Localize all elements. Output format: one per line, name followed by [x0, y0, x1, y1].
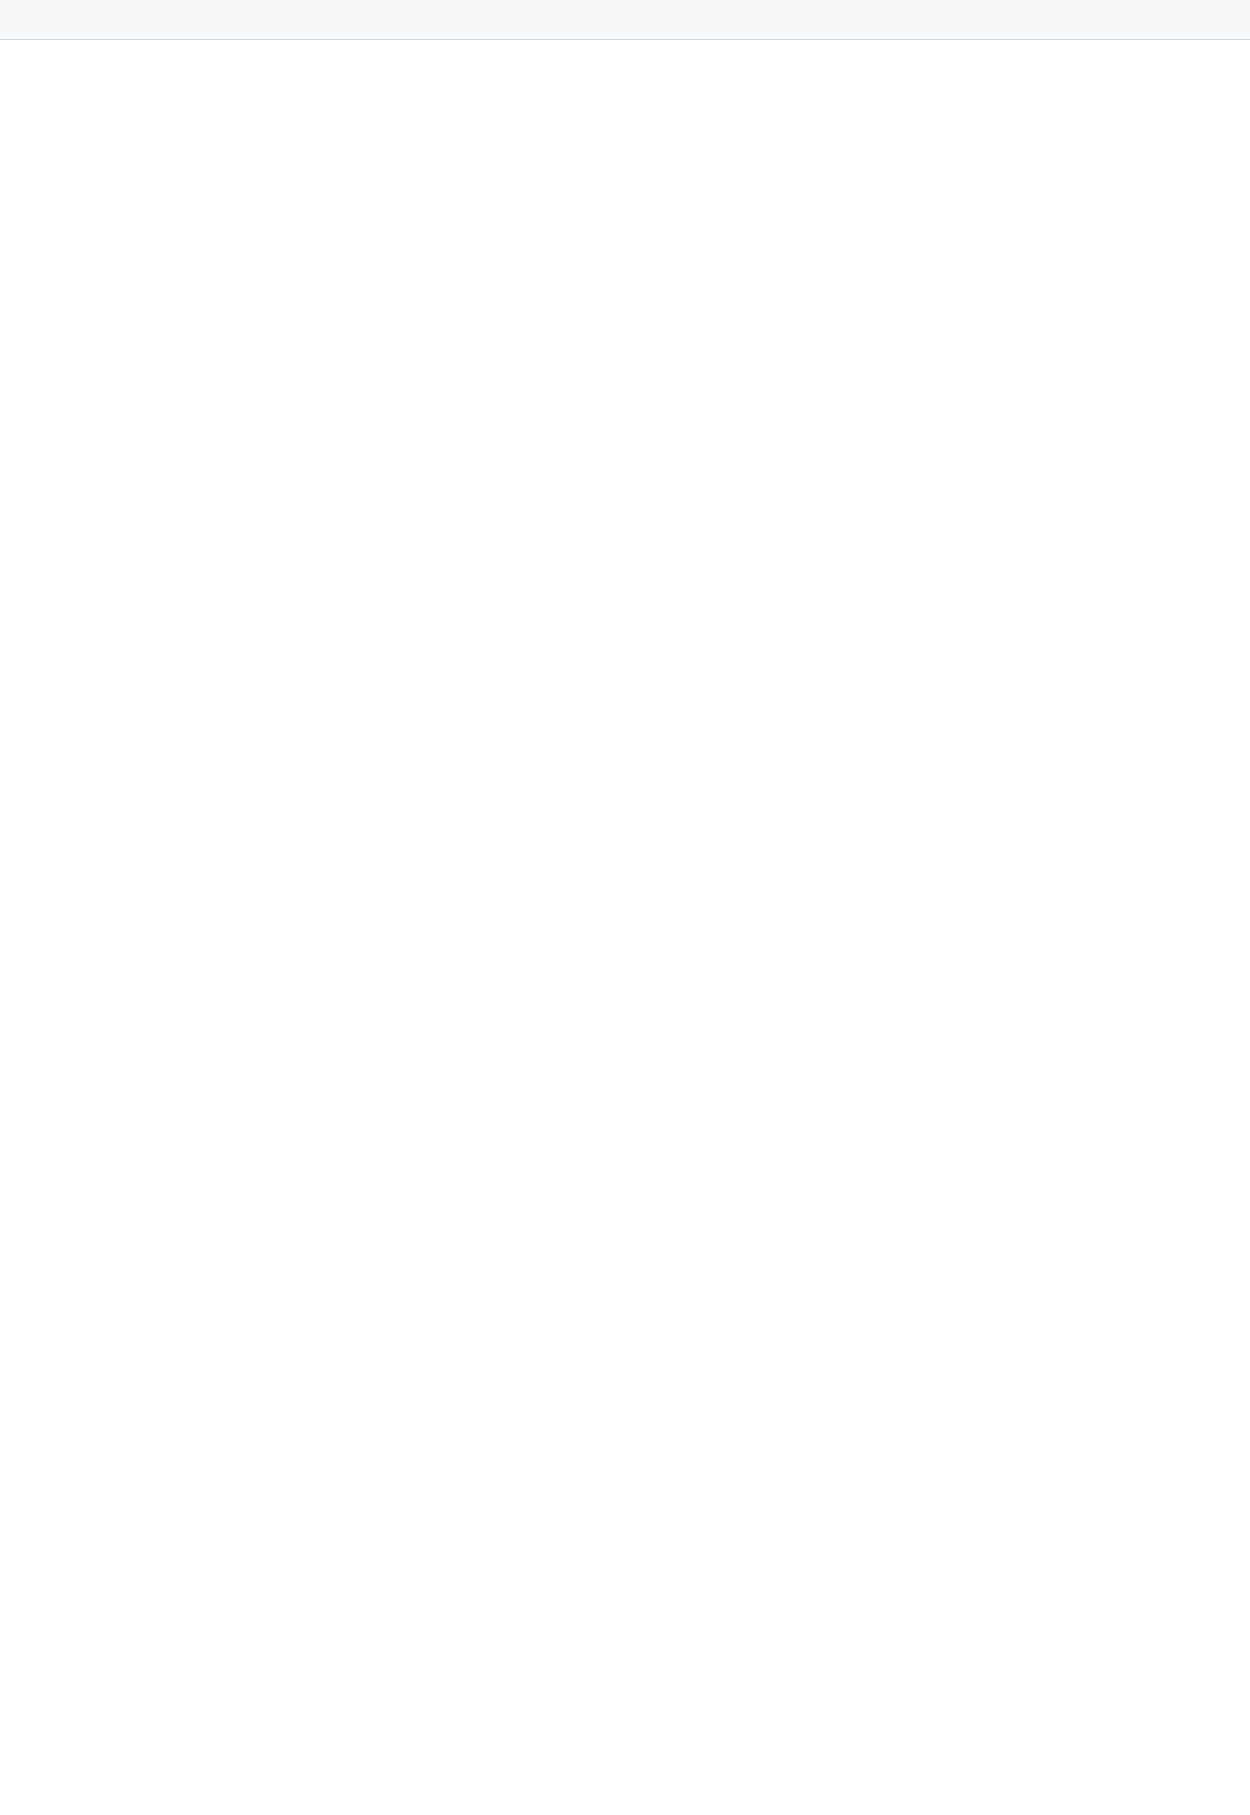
- main-content: [0, 40, 1250, 1815]
- title-bar: [0, 0, 1250, 40]
